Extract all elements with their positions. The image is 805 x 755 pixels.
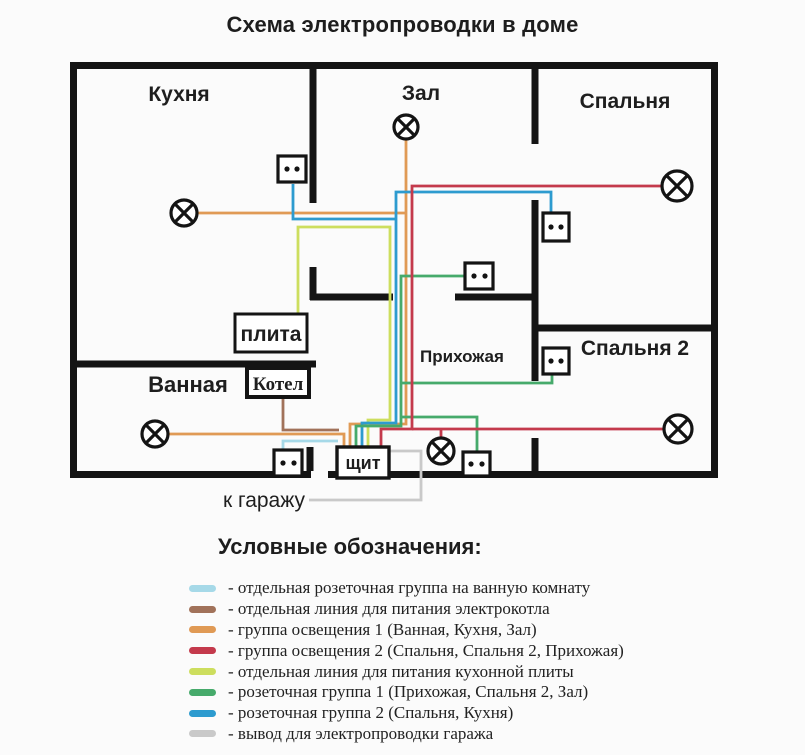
wire-boiler: [283, 397, 339, 430]
panel-label: щит: [345, 453, 381, 473]
legend-label: - группа освещения 1 (Ванная, Кухня, Зал): [228, 619, 537, 639]
lamps: [142, 115, 692, 464]
socket-icon: [465, 263, 493, 289]
legend-label: - вывод для электропроводки гаража: [228, 723, 494, 743]
stove-label: плита: [240, 323, 302, 346]
wire-stove: [298, 227, 390, 448]
legend-header: Условные обозначения:: [218, 534, 482, 559]
room-label-hall: Зал: [401, 82, 441, 105]
socket-icon: [278, 156, 306, 182]
legend-swatch: [189, 606, 216, 613]
legend-item: [189, 640, 624, 661]
lamp-icon: [142, 421, 168, 447]
legend-label: - отдельная линия для питания кухонной плиты: [228, 661, 574, 681]
room-labels: [148, 82, 689, 512]
room-label-bedroom2: Спальня 2: [580, 337, 690, 360]
lamp-icon: [394, 115, 418, 139]
garage-label: к гаражу: [222, 489, 306, 512]
legend-swatch: [189, 730, 216, 737]
legend-swatch: [189, 710, 216, 717]
legend: [189, 578, 624, 744]
legend-label: - розеточная группа 1 (Прихожая, Спальня 2, Зал): [228, 682, 589, 702]
legend-swatch: [189, 689, 216, 696]
boiler-label: Котел: [252, 374, 304, 395]
door-gap-bottom: [311, 471, 328, 480]
legend-item: [189, 703, 624, 724]
socket-icon: [463, 452, 490, 476]
legend-item: [189, 724, 624, 745]
lamp-icon: [664, 415, 692, 443]
socket-icon: [543, 213, 569, 241]
legend-swatch: [189, 647, 216, 654]
legend-item: [189, 682, 624, 703]
page-title: Схема электропроводки в доме: [226, 12, 579, 37]
legend-label: - группа освещения 2 (Спальня, Спальня 2, Прихожая): [228, 640, 624, 660]
wire-lighting2-trunk: [381, 186, 662, 448]
wire-socket1-bedroom2: [401, 373, 552, 383]
socket-icon: [543, 348, 569, 374]
legend-item: [189, 578, 624, 599]
room-label-kitchen: Кухня: [148, 83, 210, 106]
legend-label: - отдельная линия для питания электрокотла: [228, 599, 550, 619]
legend-item: [189, 661, 624, 682]
legend-swatch: [189, 626, 216, 633]
legend-item: [189, 599, 624, 620]
walls: [70, 62, 715, 477]
room-label-hallway: Прихожая: [420, 347, 504, 366]
legend-swatch: [189, 668, 216, 675]
legend-item: [189, 620, 624, 641]
room-label-bedroom: Спальня: [579, 90, 671, 113]
legend-label: - розеточная группа 2 (Спальня, Кухня): [228, 703, 514, 723]
room-label-bathroom: Ванная: [148, 372, 228, 397]
lamp-icon: [171, 200, 197, 226]
legend-label: - отдельная розеточная группа на ванную комнату: [228, 578, 591, 598]
socket-icon: [274, 450, 302, 476]
lamp-icon: [428, 438, 454, 464]
lamp-icon: [662, 171, 692, 201]
legend-swatch: [189, 585, 216, 592]
